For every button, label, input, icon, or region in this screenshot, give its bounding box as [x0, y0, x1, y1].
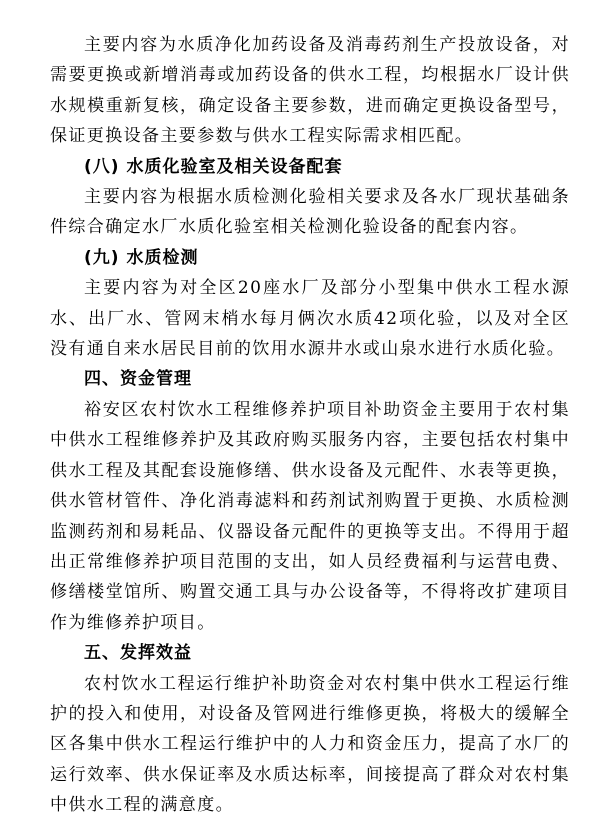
document-page	[50, 30, 570, 821]
paragraph-fund-management: 裕安区农村饮水工程维修养护项目补助资金主要用于农村集中供水工程维修养护及其政府购买服务内容，主要包括农村集中供水工程及其配套设施修缮、供水设备及元配件、水表等更换，供水管材管件、净化消毒滤料和药剂试剂购置于更换、水质检测监测药剂和易耗品、仪器设备元配件的更换等支出。不得用于超出正常维修养护项目范围的支出，如人员经费福利与运营电费、修缮楼堂馆所、购置交通工具与办公设备等，不得将改扩建项目作为维修养护项目。	[50, 399, 570, 633]
paragraph-equipment-content: 主要内容为水质净化加药设备及消毒药剂生产投放设备，对需要更换或新增消毒或加药设备的供水工程，均根据水厂设计供水规模重新复核，确定设备主要参数，进而确定更换设备型号，保证更换设备主要参数与供水工程实际需求相匹配。	[50, 35, 570, 147]
heading-lab-equipment: (八) 水质化验室及相关设备配套	[84, 156, 343, 177]
heading-water-testing: (九) 水质检测	[84, 247, 199, 268]
paragraph-benefits: 农村饮水工程运行维护补助资金对农村集中供水工程运行维护的投入和使用，对设备及管网进行维修更换，将极大的缓解全区各集中供水工程运行维护中的人力和资金压力，提高了水厂的运行效率、供水保证率及水质达标率，间接提高了群众对农村集中供水工程的满意度。	[50, 673, 570, 816]
heading-benefits: 五、发挥效益	[84, 643, 192, 664]
heading-fund-management: 四、资金管理	[84, 369, 192, 390]
paragraph-water-testing: 主要内容为对全区20座水厂及部分小型集中供水工程水源水、出厂水、管网末梢水每月俩次水质42项化验，以及对全区没有通自来水居民目前的饮用水源井水或山泉水进行水质化验。	[50, 278, 570, 360]
paragraph-lab-equipment: 主要内容为根据水质检测化验相关要求及各水厂现状基础条件综合确定水厂水质化验室相关检测化验设备的配套内容。	[50, 187, 570, 238]
